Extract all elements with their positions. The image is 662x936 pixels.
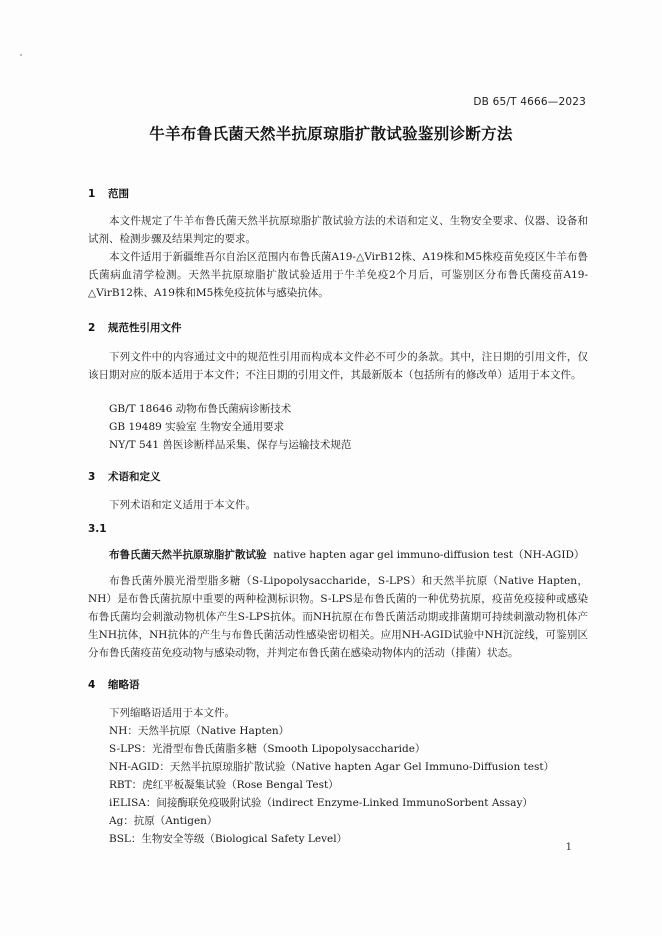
- reference-item: GB/T 18646 动物布鲁氏菌病诊断技术: [109, 403, 292, 415]
- term-english: native hapten agar gel immuno-diffusion test（NH-AGID）: [273, 549, 585, 561]
- abbreviation-item: Ag：抗原（Antigen）: [109, 815, 218, 827]
- term-number: 3.1: [88, 523, 107, 535]
- section-number: 3: [88, 471, 96, 483]
- abbreviation-item: iELISA：间接酶联免疫吸附试验（indirect Enzyme-Linked ImmunoSorbent Assay）: [109, 797, 533, 809]
- scope-paragraph-1: 本文件规定了牛羊布鲁氏菌天然半抗原琼脂扩散试验方法的术语和定义、生物安全要求、仪器、设备和试剂、检测步骤及结果判定的要求。: [88, 215, 588, 245]
- reference-item: GB 19489 实验室 生物安全通用要求: [109, 421, 285, 433]
- term-chinese: 布鲁氏菌天然半抗原琼脂扩散试验: [109, 549, 267, 561]
- term-definition: 布鲁氏菌外膜光滑型脂多糖（S-Lipopolysaccharide，S-LPS）和天然半抗原（Native Hapten，NH）是布鲁氏菌抗原中重要的两种检测标识物。S-LPS是布鲁氏菌的一种优势抗原，疫苗免疫接种或感染布鲁氏菌均会刺激动物机体产生S-LPS抗体。而NH抗原在布鲁氏菌活动期或排菌期可持续刺激动物机体产生NH抗体，NH抗体的产生与布鲁氏菌活动性感染密切相关。应用NH-AGID试验中NH沉淀线，可鉴别区分布鲁氏菌疫苗免疫动物与感染动物，并判定布鲁氏菌在感染动物体内的活动（排菌）状态。: [88, 575, 588, 659]
- references-intro: 下列文件中的内容通过文中的规范性引用而构成本文件必不可少的条款。其中，注日期的引用文件，仅该日期对应的版本适用于本文件；不注日期的引用文件，其最新版本（包括所有的修改单）适用于本文件。: [88, 351, 588, 381]
- page-number: 1: [565, 842, 572, 853]
- section-title: 缩略语: [108, 679, 140, 691]
- section-number: 2: [88, 322, 96, 334]
- section-title: 范围: [108, 188, 129, 200]
- abbreviation-item: NH-AGID：天然半抗原琼脂扩散试验（Native hapten Agar Gel Immuno-Diffusion test）: [109, 761, 555, 773]
- reference-item: NY/T 541 兽医诊断样品采集、保存与运输技术规范: [109, 439, 352, 451]
- abbreviations-intro: 下列缩略语适用于本文件。: [109, 707, 235, 719]
- section-heading-terms: [88, 469, 161, 484]
- scan-speck: [20, 54, 22, 56]
- abbreviation-item: NH：天然半抗原（Native Hapten）: [109, 725, 290, 737]
- section-title: 术语和定义: [108, 471, 161, 483]
- abbreviation-item: RBT：虎红平板凝集试验（Rose Bengal Test）: [109, 779, 339, 791]
- section-heading-scope: [88, 186, 129, 201]
- standard-number: DB 65/T 4666—2023: [473, 96, 586, 108]
- document-title: 牛羊布鲁氏菌天然半抗原琼脂扩散试验鉴别诊断方法: [149, 125, 513, 143]
- scope-paragraph-2: 本文件适用于新疆维吾尔自治区范围内布鲁氏菌A19-△VirB12株、A19株和M5株疫苗免疫区牛羊布鲁氏菌病血清学检测。天然半抗原琼脂扩散试验适用于牛羊免疫2个月后，可鉴别区分布鲁氏菌疫苗A19-△VirB12株、A19株和M5株免疫抗体与感染抗体。: [88, 251, 588, 299]
- abbreviation-item: BSL：生物安全等级（Biological Safety Level）: [109, 833, 348, 845]
- term-entry: [109, 547, 584, 562]
- section-title: 规范性引用文件: [108, 322, 182, 334]
- terms-intro: 下列术语和定义适用于本文件。: [109, 499, 256, 511]
- section-heading-references: [88, 320, 182, 335]
- abbreviation-item: S-LPS：光滑型布鲁氏菌脂多糖（Smooth Lipopolysaccharide）: [109, 743, 426, 755]
- section-number: 1: [88, 188, 96, 200]
- section-number: 4: [88, 679, 96, 691]
- section-heading-abbreviations: [88, 677, 140, 692]
